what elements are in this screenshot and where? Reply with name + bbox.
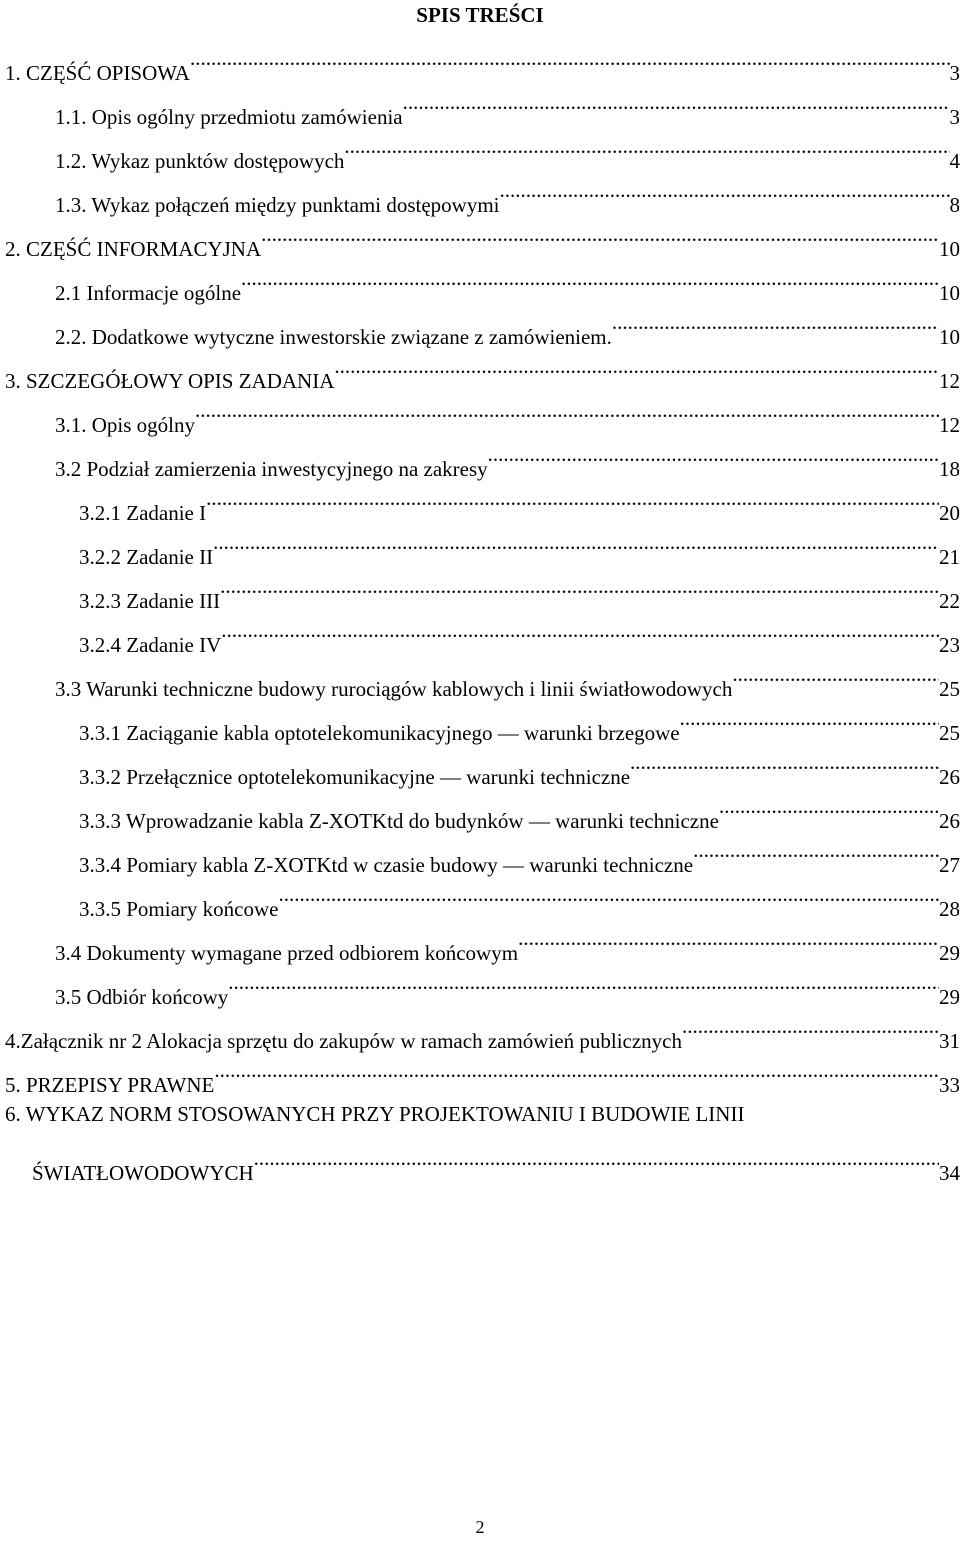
toc-entry-continuation[interactable] [0, 1136, 960, 1185]
dot-leader [214, 1048, 939, 1092]
toc-entry[interactable] [0, 168, 960, 217]
toc-page-number: 12 [939, 359, 960, 403]
dot-leader [190, 36, 950, 80]
dot-leader [213, 520, 939, 564]
toc-entry[interactable] [0, 388, 960, 437]
toc-entry[interactable] [0, 784, 960, 833]
toc-entry[interactable] [0, 1048, 960, 1097]
toc-page-number: 3 [950, 51, 960, 95]
toc-entry-text: 3.2 Podział zamierzenia inwestycyjnego na zakresy [55, 457, 488, 481]
toc-entry-text: 3.4 Dokumenty wymagane przed odbiorem końcowym [55, 941, 519, 965]
toc-entry[interactable] [0, 872, 960, 921]
dot-leader [344, 124, 949, 168]
toc-page-number: 21 [939, 535, 960, 579]
toc-entry[interactable] [0, 1092, 960, 1136]
toc-entry-text: 2.2. Dodatkowe wytyczne inwestorskie związane z zamówieniem. [55, 325, 612, 349]
toc-entry[interactable] [0, 432, 960, 481]
toc-entry-text: 1.2. Wykaz punktów dostępowych [55, 149, 345, 173]
dot-leader [278, 872, 939, 916]
dot-leader [680, 696, 939, 740]
toc-page-number: 8 [950, 183, 960, 227]
toc-page-number: 25 [939, 711, 960, 755]
toc-entry[interactable] [0, 608, 960, 657]
toc-entry-text: 3.3 Warunki techniczne budowy rurociągów kablowych i linii światłowodowych [55, 677, 733, 701]
dot-leader [500, 168, 950, 212]
toc-title: SPIS TREŚCI [416, 3, 544, 27]
toc-entry[interactable] [0, 564, 960, 613]
dot-leader [195, 388, 939, 432]
toc-entry-text: 3.3.4 Pomiary kabla Z-XOTKtd w czasie budowy — warunki techniczne [79, 853, 694, 877]
toc-page-number: 28 [939, 887, 960, 931]
toc-page-number: 3 [950, 95, 960, 139]
toc-entry[interactable] [0, 300, 960, 349]
dot-leader [732, 652, 939, 696]
toc-entry-text: 3.2.2 Zadanie II [79, 545, 214, 569]
dot-leader [241, 256, 939, 300]
toc-entry[interactable] [0, 520, 960, 569]
dot-leader [254, 1136, 939, 1180]
toc-entry[interactable] [0, 80, 960, 129]
toc-entry-text: 3.5 Odbiór końcowy [55, 985, 229, 1009]
toc-entry-text: 1.3. Wykaz połączeń między punktami dostępowymi [55, 193, 500, 217]
dot-leader [693, 828, 939, 872]
dot-leader [488, 432, 939, 476]
toc-page-number: 29 [939, 931, 960, 975]
dot-leader [630, 740, 939, 784]
toc-entry[interactable] [0, 916, 960, 965]
toc-page-number: 33 [939, 1063, 960, 1107]
toc-entry-text: 4.Załącznik nr 2 Alokacja sprzętu do zakupów w ramach zamówień publicznych [5, 1029, 682, 1053]
toc-entry-text: 2. CZĘŚĆ INFORMACYJNA [5, 237, 262, 261]
toc-page-number: 10 [939, 315, 960, 359]
toc-entry-text: 3.3.2 Przełącznice optotelekomunikacyjne — warunki techniczne [79, 765, 631, 789]
table-of-contents [0, 36, 960, 1185]
toc-entry[interactable] [0, 740, 960, 789]
page-number: 2 [475, 1517, 485, 1537]
toc-entry-text: 3.3.1 Zaciąganie kabla optotelekomunikacyjnego — warunki brzegowe [79, 721, 680, 745]
dot-leader [206, 476, 939, 520]
toc-entry[interactable] [0, 652, 960, 701]
toc-entry[interactable] [0, 476, 960, 525]
toc-entry[interactable] [0, 212, 960, 261]
dot-leader [334, 344, 939, 388]
toc-page-number: 4 [950, 139, 960, 183]
dot-leader [682, 1004, 939, 1048]
toc-entry-text: 3.3.5 Pomiary końcowe [79, 897, 279, 921]
toc-entry-text: 1.1. Opis ogólny przedmiotu zamówienia [55, 105, 403, 129]
toc-entry-text: 1. CZĘŚĆ OPISOWA [5, 61, 190, 85]
toc-page-number: 27 [939, 843, 960, 887]
dot-leader [261, 212, 939, 256]
dot-leader [220, 564, 939, 608]
toc-entry-text: 3. SZCZEGÓŁOWY OPIS ZADANIA [5, 369, 335, 393]
toc-entry-text: 5. PRZEPISY PRAWNE [5, 1073, 215, 1097]
toc-page-number: 26 [939, 755, 960, 799]
toc-entry-text: 3.2.3 Zadanie III [79, 589, 221, 613]
toc-page-number: 29 [939, 975, 960, 1019]
dot-leader [612, 300, 939, 344]
toc-page-number: 18 [939, 447, 960, 491]
toc-entry[interactable] [0, 124, 960, 173]
toc-entry[interactable] [0, 36, 960, 85]
toc-entry-text: 3.2.4 Zadanie IV [79, 633, 222, 657]
toc-page-number: 26 [939, 799, 960, 843]
dot-leader [518, 916, 939, 960]
toc-page-number: 34 [939, 1151, 960, 1195]
toc-page-number: 23 [939, 623, 960, 667]
toc-entry-text: 3.2.1 Zadanie I [79, 501, 207, 525]
toc-page-number: 22 [939, 579, 960, 623]
toc-entry[interactable] [0, 696, 960, 745]
toc-entry-text: 2.1 Informacje ogólne [55, 281, 242, 305]
toc-entry[interactable] [0, 256, 960, 305]
toc-entry-text: 3.3.3 Wprowadzanie kabla Z-XOTKtd do budynków — warunki techniczne [79, 809, 719, 833]
dot-leader [403, 80, 950, 124]
toc-entry[interactable] [0, 828, 960, 877]
toc-page-number: 31 [939, 1019, 960, 1063]
toc-entry-text: 3.1. Opis ogólny [55, 413, 196, 437]
toc-entry[interactable] [0, 960, 960, 1009]
toc-page-number: 10 [939, 271, 960, 315]
toc-page-number: 12 [939, 403, 960, 447]
toc-page-number: 25 [939, 667, 960, 711]
dot-leader [221, 608, 939, 652]
dot-leader [719, 784, 939, 828]
toc-entry-text: ŚWIATŁOWODOWYCH [32, 1161, 254, 1185]
toc-entry-text: 6. WYKAZ NORM STOSOWANYCH PRZY PROJEKTOWANIU I BUDOWIE LINII [5, 1102, 745, 1126]
toc-entry[interactable] [0, 1004, 960, 1053]
toc-entry[interactable] [0, 344, 960, 393]
toc-page-number: 20 [939, 491, 960, 535]
toc-page-number: 10 [939, 227, 960, 271]
dot-leader [228, 960, 939, 1004]
